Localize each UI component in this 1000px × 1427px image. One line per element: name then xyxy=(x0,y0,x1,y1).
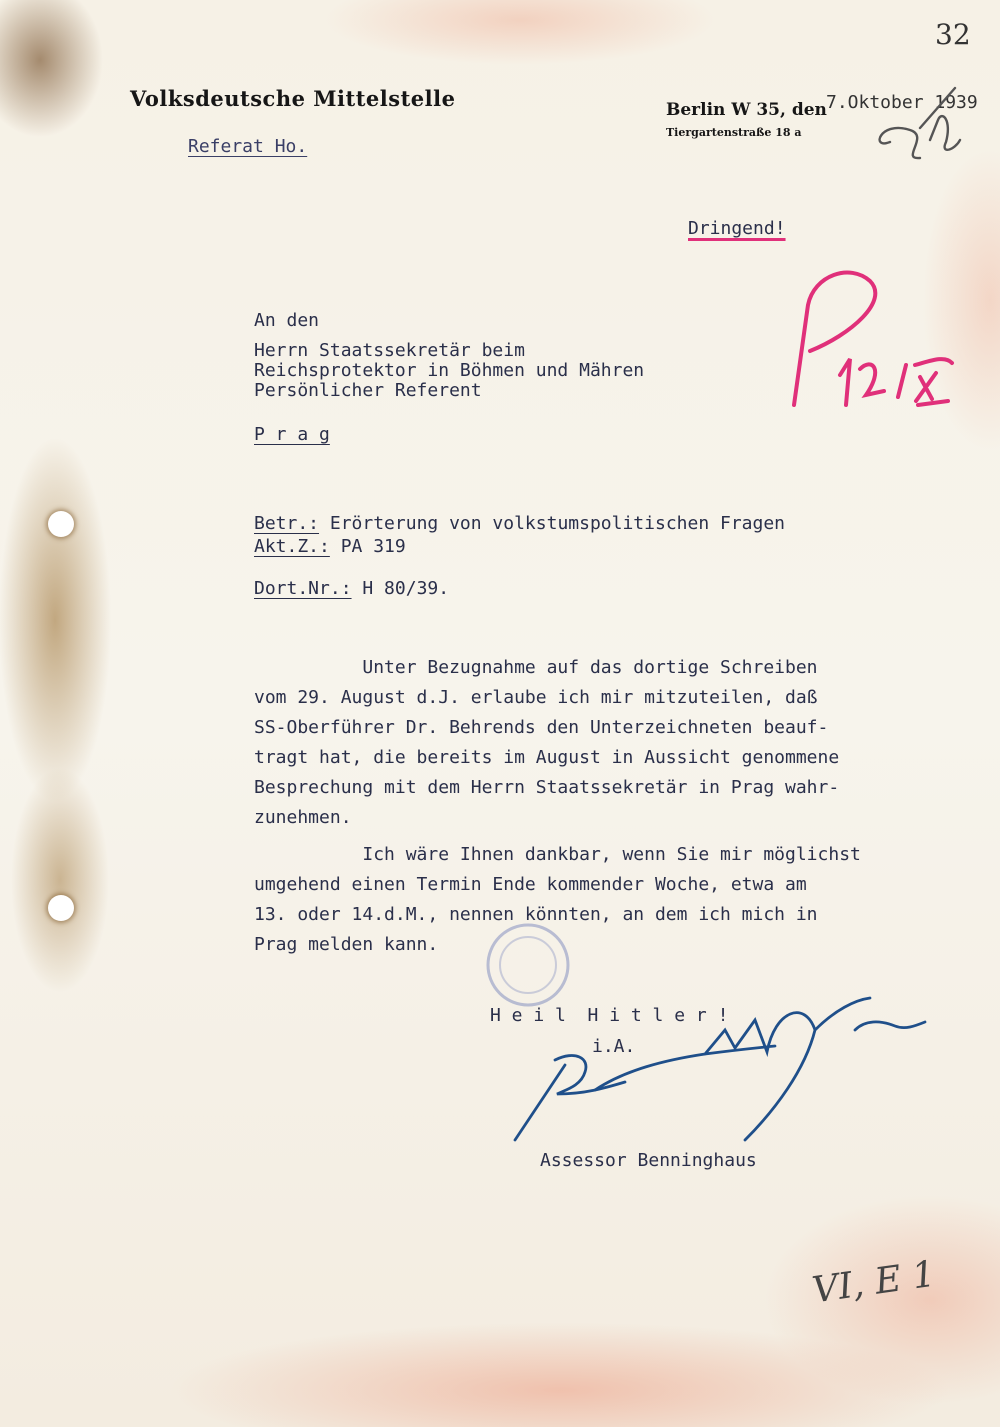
letter-date: 7.Oktober 1939 xyxy=(826,92,978,113)
page-number: 32 xyxy=(935,18,971,51)
pencil-initials-mark xyxy=(860,80,970,180)
punch-hole-bottom xyxy=(48,895,74,921)
recipient-city: P r a g xyxy=(254,424,330,445)
subject-value: Erörterung von volkstumspolitischen Fragen xyxy=(319,513,786,534)
closing-salutation: H e i l H i t l e r ! xyxy=(490,1005,729,1026)
handwritten-signature xyxy=(505,990,945,1150)
signer-name: Assessor Benninghaus xyxy=(540,1150,757,1171)
on-behalf-abbreviation: i.A. xyxy=(592,1036,636,1057)
red-pencil-note xyxy=(780,265,970,425)
punch-hole-top xyxy=(48,511,74,537)
street-address: Tiergartenstraße 18 a xyxy=(666,126,802,139)
recipient-line-3: Reichsprotektor in Böhmen und Mähren xyxy=(254,360,645,381)
body-line: zunehmen. xyxy=(254,807,352,828)
urgency-label: Dringend! xyxy=(688,218,786,239)
their-number-line xyxy=(254,578,449,599)
file-reference-value: PA 319 xyxy=(329,536,406,557)
file-reference-label: Akt.Z.: xyxy=(254,536,330,557)
subject-label: Betr.: xyxy=(254,513,320,534)
body-line: Unter Bezugnahme auf das dortige Schreiben xyxy=(254,657,818,678)
body-line: vom 29. August d.J. erlaube ich mir mitzuteilen, daß xyxy=(254,687,818,708)
body-line: Prag melden kann. xyxy=(254,934,439,955)
department-reference: Referat Ho. xyxy=(188,136,308,157)
body-line: 13. oder 14.d.M., nennen könnten, an dem ich mich in xyxy=(254,904,818,925)
subject-line xyxy=(254,513,785,534)
recipient-line-2: Herrn Staatssekretär beim xyxy=(254,340,525,361)
recipient-line-1: An den xyxy=(254,310,320,331)
city-line: Berlin W 35, den xyxy=(666,100,827,120)
body-line: Besprechung mit dem Herrn Staatssekretär in Prag wahr- xyxy=(254,777,840,798)
body-line: tragt hat, die bereits im August in Aussicht genommene xyxy=(254,747,840,768)
their-number-label: Dort.Nr.: xyxy=(254,578,352,599)
archive-note: VI, E 1 xyxy=(809,1253,938,1312)
file-reference-line xyxy=(254,536,406,557)
body-line: SS-Oberführer Dr. Behrends den Unterzeichneten beauf- xyxy=(254,717,829,738)
organization-letterhead: Volksdeutsche Mittelstelle xyxy=(130,86,456,111)
their-number-value: H 80/39. xyxy=(351,578,450,599)
body-line: Ich wäre Ihnen dankbar, wenn Sie mir möglichst xyxy=(254,844,861,865)
recipient-line-4: Persönlicher Referent xyxy=(254,380,482,401)
body-line: umgehend einen Termin Ende kommender Woche, etwa am xyxy=(254,874,807,895)
